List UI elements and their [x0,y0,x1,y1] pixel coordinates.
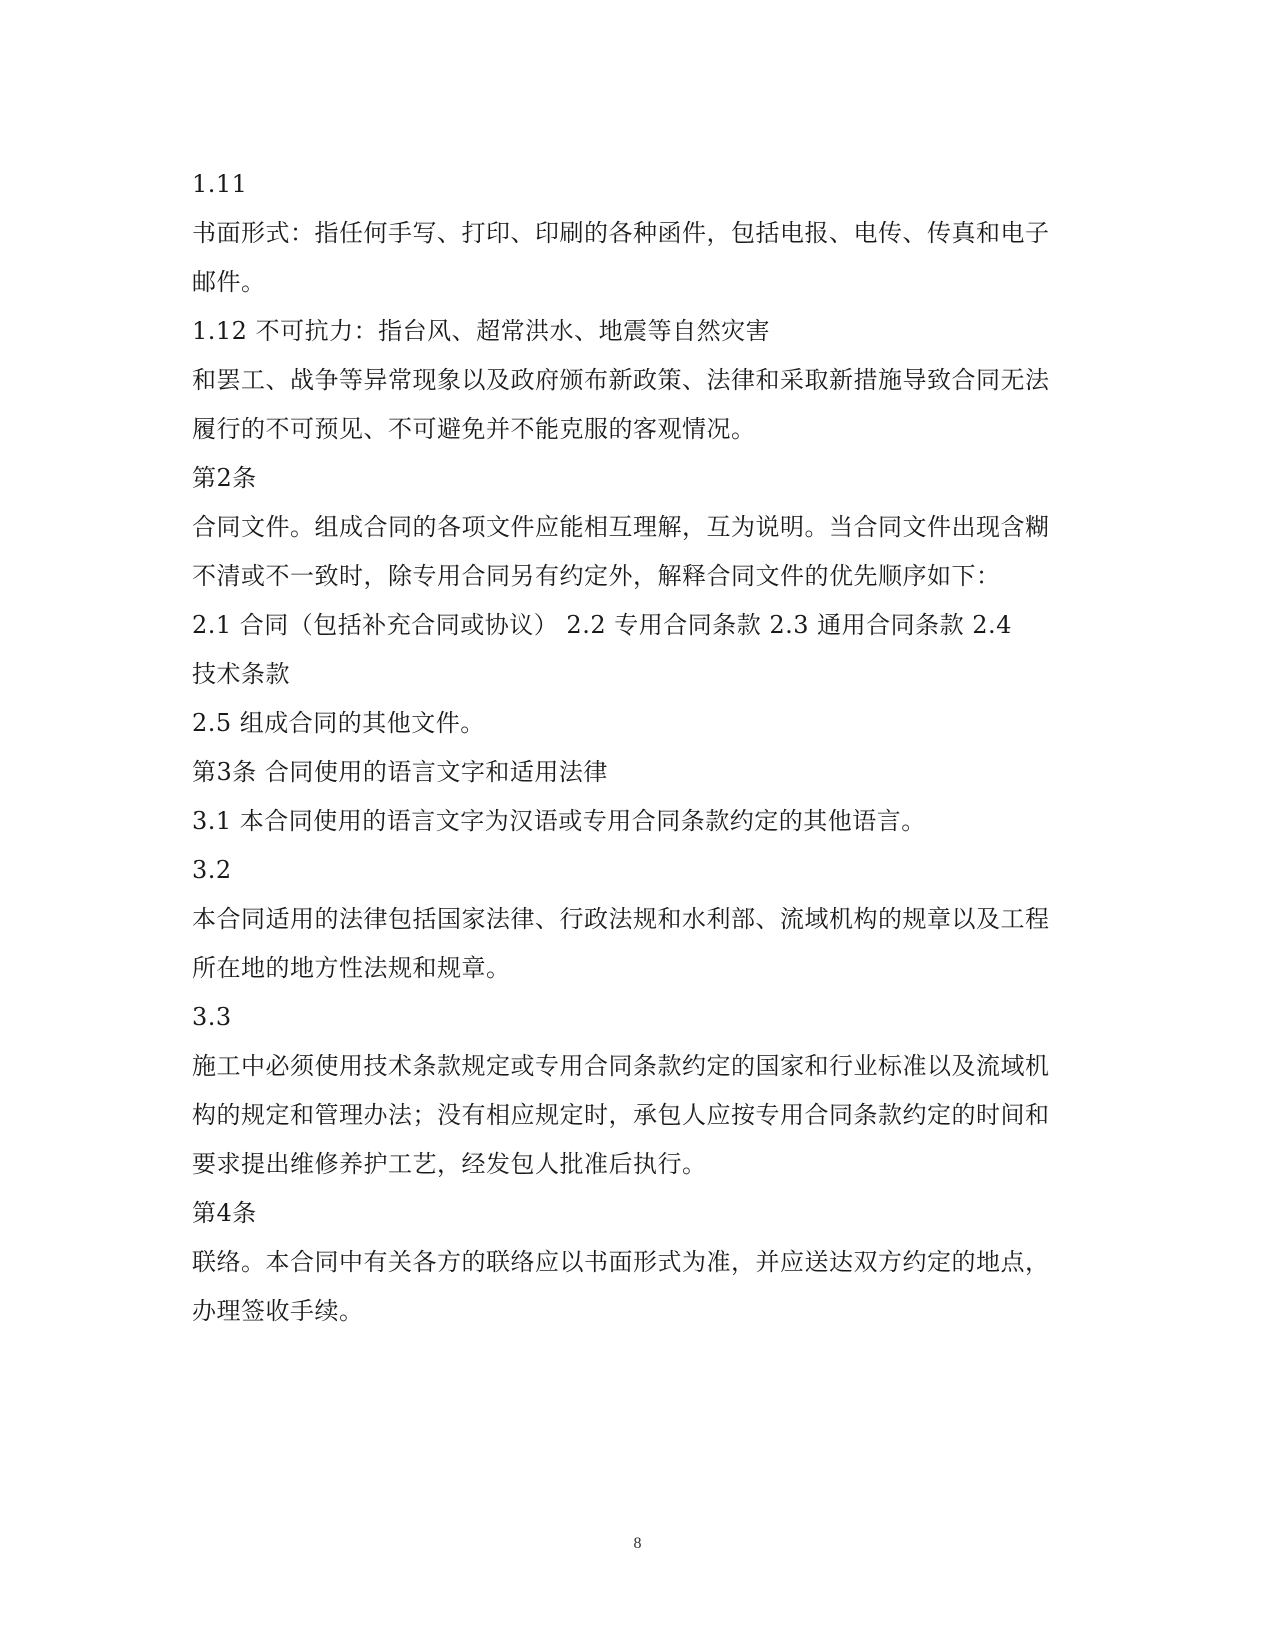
section-heading: 第2条 [192,464,257,492]
text-line: 所在地的地方性法规和规章。 [192,954,511,982]
text-line: 履行的不可预见、不可避免并不能克服的客观情况。 [192,415,756,443]
text-line: 邮件。 [192,268,266,296]
text-line: 合同文件。组成合同的各项文件应能相互理解，互为说明。当合同文件出现含糊 [192,513,1050,541]
text-line: 3.1 本合同使用的语言文字为汉语或专用合同条款约定的其他语言。 [192,807,926,835]
text-line: 和罢工、战争等异常现象以及政府颁布新政策、法律和采取新措施导致合同无法 [192,366,1050,394]
text-line: 2.5 组成合同的其他文件。 [192,709,485,737]
section-heading: 第3条 合同使用的语言文字和适用法律 [192,758,608,786]
text-line: 3.3 [192,1003,232,1031]
text-line: 本合同适用的法律包括国家法律、行政法规和水利部、流域机构的规章以及工程 [192,905,1050,933]
text-line: 构的规定和管理办法；没有相应规定时，承包人应按专用合同条款约定的时间和 [192,1101,1050,1129]
text-line: 不清或不一致时，除专用合同另有约定外，解释合同文件的优先顺序如下： [192,562,1001,590]
text-line: 联络。本合同中有关各方的联络应以书面形式为准，并应送达双方约定的地点， [192,1248,1050,1276]
text-line: 1.11 [192,170,248,198]
text-line: 书面形式：指任何手写、打印、印刷的各种函件，包括电报、电传、传真和电子 [192,219,1050,247]
text-line: 施工中必须使用技术条款规定或专用合同条款约定的国家和行业标准以及流域机 [192,1052,1050,1080]
text-line: 3.2 [192,856,232,884]
text-line: 2.1 合同（包括补充合同或协议） 2.2 专用合同条款 2.3 通用合同条款 2.4 [192,611,1012,639]
text-line: 技术条款 [192,660,290,688]
text-line: 办理签收手续。 [192,1297,364,1325]
text-line: 1.12 不可抗力：指台风、超常洪水、地震等自然灾害 [192,317,771,345]
text-line: 要求提出维修养护工艺，经发包人批准后执行。 [192,1150,707,1178]
document-body [192,160,1072,1336]
page-number: 8 [633,1535,642,1552]
section-heading: 第4条 [192,1199,257,1227]
